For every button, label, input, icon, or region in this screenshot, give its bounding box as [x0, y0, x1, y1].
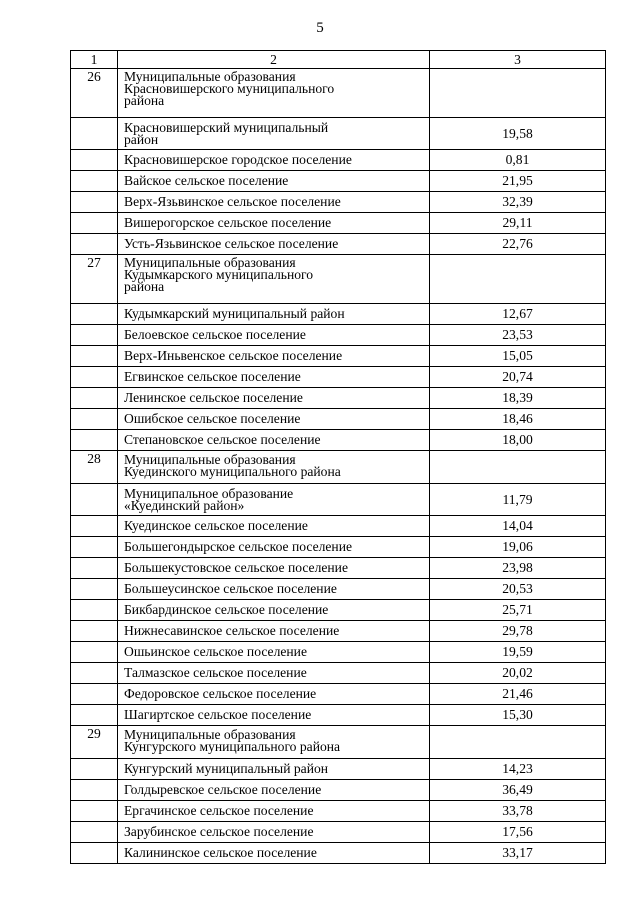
row-number: [71, 516, 118, 537]
row-value: 14,04: [430, 516, 606, 537]
row-value: 22,76: [430, 234, 606, 255]
cell-text-line: Кунгурского муниципального района: [124, 739, 341, 754]
municipality-name: [118, 171, 430, 192]
group-header-row: [71, 726, 606, 759]
row-number: [71, 642, 118, 663]
cell-text-line: Вишерогорское сельское поселение: [124, 215, 332, 230]
row-number: [71, 430, 118, 451]
cell-text-line: район: [124, 131, 159, 147]
cell-text-line: Куединского муниципального района: [124, 464, 341, 479]
cell-text-line: Кудымкарского муниципального: [124, 267, 314, 282]
row-value: 12,67: [430, 304, 606, 325]
cell-text-line: Усть-Язьвинское сельское поселение: [124, 236, 339, 251]
row-number: [71, 663, 118, 684]
data-table: [70, 50, 606, 864]
table-row: [71, 484, 606, 516]
group-header-row: [71, 69, 606, 118]
cell-text-line: Красновишерский муниципальный: [124, 119, 329, 135]
municipality-name: [118, 579, 430, 600]
cell-text-line: Белоевское сельское поселение: [124, 327, 306, 342]
table-row: [71, 621, 606, 642]
row-value: 21,46: [430, 684, 606, 705]
row-value: 29,78: [430, 621, 606, 642]
row-value: 18,00: [430, 430, 606, 451]
row-value: 19,06: [430, 537, 606, 558]
row-value: 14,23: [430, 759, 606, 780]
row-number: [71, 234, 118, 255]
cell-text-line: Большекустовское сельское поселение: [124, 560, 348, 575]
row-number: [71, 600, 118, 621]
row-number: [71, 388, 118, 409]
cell-text-line: Верх-Язьвинское сельское поселение: [124, 194, 341, 209]
cell-text-line: Большеусинское сельское поселение: [124, 581, 337, 596]
cell-text-line: «Куединский район»: [124, 497, 245, 513]
group-value: [430, 255, 606, 304]
cell-text-line: Бикбардинское сельское поселение: [124, 602, 329, 617]
cell-text-line: Муниципальные образования: [124, 69, 296, 84]
cell-text-line: Голдыревское сельское поселение: [124, 782, 322, 797]
table-row: [71, 325, 606, 346]
table-row: [71, 822, 606, 843]
cell-text-line: Ошьинское сельское поселение: [124, 644, 307, 659]
row-number: [71, 304, 118, 325]
cell-text-line: Степановское сельское поселение: [124, 432, 321, 447]
group-title: [118, 726, 430, 759]
municipality-name: [118, 367, 430, 388]
municipality-name: [118, 346, 430, 367]
cell-text-line: Куединское сельское поселение: [124, 518, 308, 533]
table-row: [71, 537, 606, 558]
group-title: [118, 69, 430, 118]
row-value: 25,71: [430, 600, 606, 621]
table-row: [71, 705, 606, 726]
row-number: [71, 705, 118, 726]
table-row: [71, 558, 606, 579]
row-number: [71, 780, 118, 801]
municipality-name: [118, 150, 430, 171]
row-value: 15,05: [430, 346, 606, 367]
group-header-row: [71, 255, 606, 304]
group-number: 28: [71, 451, 118, 484]
group-title: [118, 451, 430, 484]
row-number: [71, 192, 118, 213]
table-header: [71, 51, 606, 69]
municipality-name: [118, 388, 430, 409]
cell-text-line: Шагиртское сельское поселение: [124, 707, 312, 722]
row-number: [71, 801, 118, 822]
row-value: 0,81: [430, 150, 606, 171]
municipality-name: [118, 409, 430, 430]
row-value: 33,78: [430, 801, 606, 822]
table-row: [71, 801, 606, 822]
municipality-name: [118, 192, 430, 213]
cell-text-line: Талмазское сельское поселение: [124, 665, 307, 680]
municipality-name: [118, 537, 430, 558]
table-row: [71, 234, 606, 255]
municipality-name: [118, 801, 430, 822]
table-row: [71, 430, 606, 451]
cell-text-line: Ошибское сельское поселение: [124, 411, 301, 426]
municipality-name: [118, 304, 430, 325]
table-row: [71, 118, 606, 150]
municipality-name: [118, 684, 430, 705]
municipality-name: [118, 600, 430, 621]
column-header-2: 2: [118, 51, 430, 69]
row-number: [71, 171, 118, 192]
table-body: [71, 69, 606, 864]
row-value: 17,56: [430, 822, 606, 843]
row-value: 18,46: [430, 409, 606, 430]
municipality-name: [118, 558, 430, 579]
cell-text-line: Муниципальное образование: [124, 485, 294, 501]
row-value: 21,95: [430, 171, 606, 192]
table-row: [71, 171, 606, 192]
cell-text-line: Вайское сельское поселение: [124, 173, 289, 188]
cell-text-line: Большегондырское сельское поселение: [124, 539, 353, 554]
row-value: 20,53: [430, 579, 606, 600]
cell-text-line: района: [124, 279, 165, 294]
row-number: [71, 325, 118, 346]
row-value: 19,59: [430, 642, 606, 663]
table-row: [71, 388, 606, 409]
row-number: [71, 213, 118, 234]
municipality-name: [118, 705, 430, 726]
row-value: 20,74: [430, 367, 606, 388]
cell-text-line: Верх-Иньвенское сельское поселение: [124, 348, 343, 363]
table-row: [71, 579, 606, 600]
page-number: 5: [316, 20, 324, 36]
row-number: [71, 537, 118, 558]
table-row: [71, 663, 606, 684]
table-row: [71, 684, 606, 705]
row-value: 29,11: [430, 213, 606, 234]
row-value: 20,02: [430, 663, 606, 684]
row-value: 23,98: [430, 558, 606, 579]
header-row: [71, 51, 606, 69]
row-number: [71, 843, 118, 864]
group-title: [118, 255, 430, 304]
table-row: [71, 642, 606, 663]
municipality-name: [118, 516, 430, 537]
row-value: 19,58: [430, 118, 606, 150]
row-value: 33,17: [430, 843, 606, 864]
group-number: 26: [71, 69, 118, 118]
table-row: [71, 213, 606, 234]
column-header-3: 3: [430, 51, 606, 69]
municipality-name: [118, 663, 430, 684]
municipality-name: [118, 759, 430, 780]
group-header-row: [71, 451, 606, 484]
municipality-name: [118, 822, 430, 843]
municipality-name: [118, 213, 430, 234]
table-row: [71, 409, 606, 430]
row-number: [71, 150, 118, 171]
table-row: [71, 780, 606, 801]
cell-text-line: Кунгурский муниципальный район: [124, 761, 329, 776]
group-value: [430, 726, 606, 759]
cell-text-line: Зарубинское сельское поселение: [124, 824, 314, 839]
cell-text-line: Ленинское сельское поселение: [124, 390, 303, 405]
cell-text-line: Красновишерского муниципального: [124, 81, 335, 96]
municipality-name: [118, 118, 430, 150]
row-number: [71, 484, 118, 516]
table-row: [71, 516, 606, 537]
row-value: 15,30: [430, 705, 606, 726]
municipality-name: [118, 621, 430, 642]
row-value: 23,53: [430, 325, 606, 346]
row-number: [71, 409, 118, 430]
row-number: [71, 684, 118, 705]
row-number: [71, 822, 118, 843]
table-row: [71, 600, 606, 621]
municipality-name: [118, 642, 430, 663]
group-value: [430, 69, 606, 118]
cell-text-line: Муниципальные образования: [124, 255, 296, 270]
row-number: [71, 118, 118, 150]
municipality-name: [118, 430, 430, 451]
cell-text-line: Егвинское сельское поселение: [124, 369, 301, 384]
municipality-name: [118, 780, 430, 801]
group-value: [430, 451, 606, 484]
cell-text-line: Красновишерское городское поселение: [124, 152, 352, 167]
row-value: 32,39: [430, 192, 606, 213]
cell-text-line: района: [124, 93, 165, 108]
row-value: 36,49: [430, 780, 606, 801]
table-row: [71, 346, 606, 367]
table-row: [71, 759, 606, 780]
municipality-name: [118, 325, 430, 346]
row-number: [71, 558, 118, 579]
table-row: [71, 192, 606, 213]
table-row: [71, 843, 606, 864]
row-number: [71, 621, 118, 642]
row-number: [71, 579, 118, 600]
column-header-1: 1: [71, 51, 118, 69]
cell-text-line: Калининское сельское поселение: [124, 845, 317, 860]
row-value: 11,79: [430, 484, 606, 516]
cell-text-line: Муниципальные образования: [124, 452, 296, 467]
row-number: [71, 759, 118, 780]
table-row: [71, 150, 606, 171]
row-number: [71, 367, 118, 388]
row-number: [71, 346, 118, 367]
group-number: 29: [71, 726, 118, 759]
cell-text-line: Ергачинское сельское поселение: [124, 803, 314, 818]
municipality-name: [118, 484, 430, 516]
row-value: 18,39: [430, 388, 606, 409]
table-row: [71, 367, 606, 388]
municipality-name: [118, 843, 430, 864]
group-number: 27: [71, 255, 118, 304]
cell-text-line: Федоровское сельское поселение: [124, 686, 317, 701]
municipality-name: [118, 234, 430, 255]
cell-text-line: Муниципальные образования: [124, 727, 296, 742]
cell-text-line: Кудымкарский муниципальный район: [124, 306, 345, 321]
table-row: [71, 304, 606, 325]
cell-text-line: Нижнесавинское сельское поселение: [124, 623, 340, 638]
